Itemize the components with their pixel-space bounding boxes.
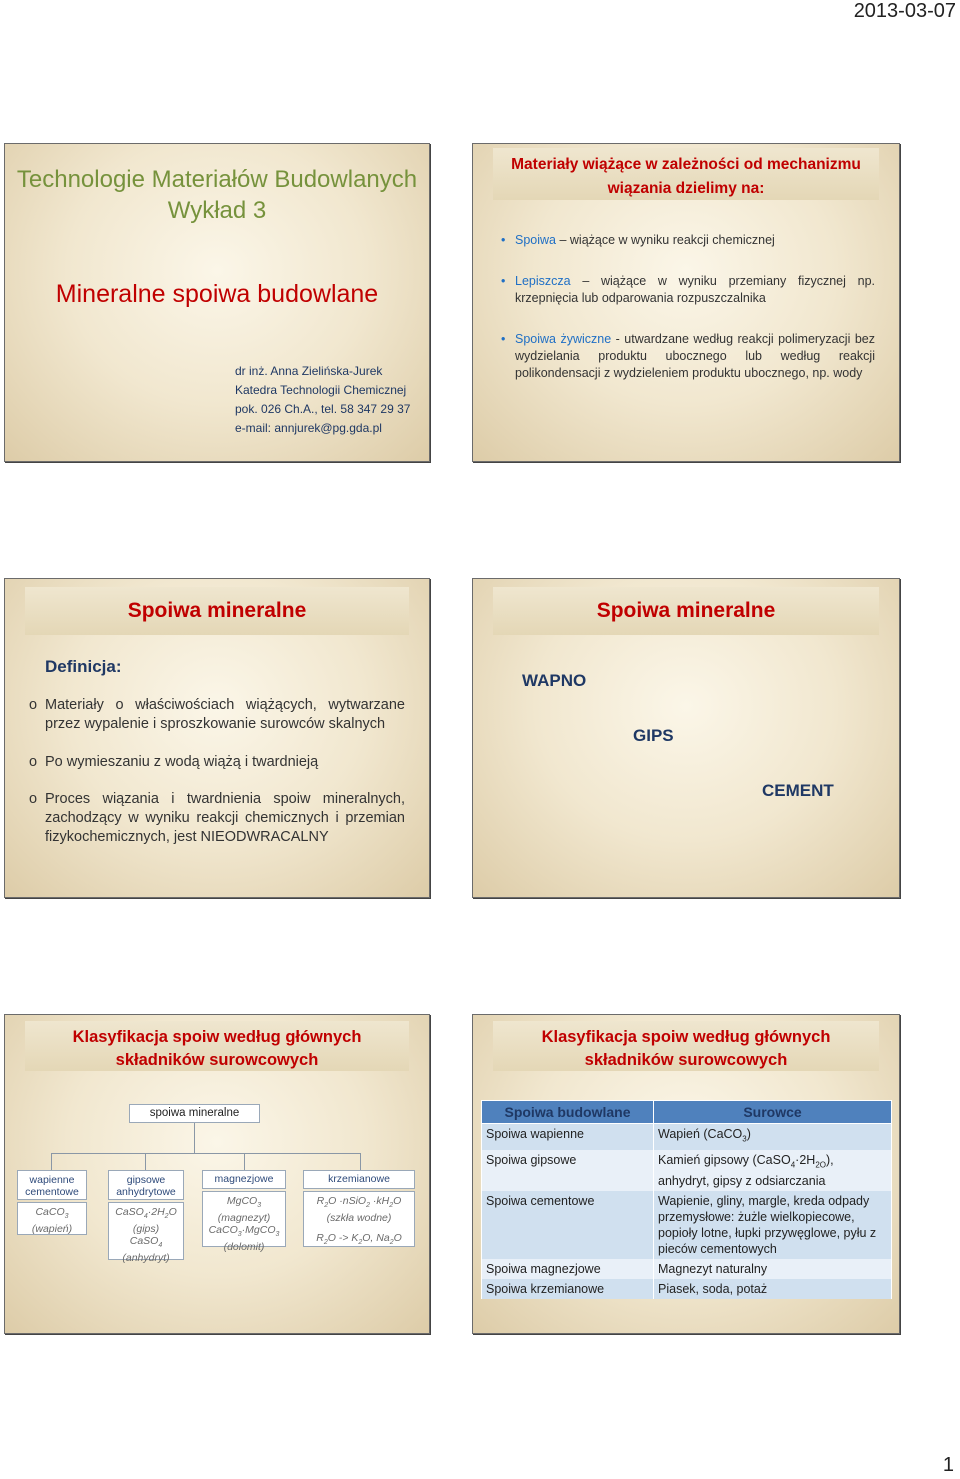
label-gips: GIPS bbox=[633, 726, 674, 745]
slide-title-line1: Klasyfikacja spoiw według głównych bbox=[72, 1028, 362, 1046]
bullet-text: - utwardzane według reakcji polimeryzacji bez wydzielania produktu ubocznego lub według reakcji polikondensacji z wydzieleniem produktu ubocznego, np. wody bbox=[515, 332, 875, 380]
table-cell: Spoiwa wapienne bbox=[482, 1124, 654, 1150]
author-name: dr inż. Anna Zielińska-Jurek bbox=[235, 364, 383, 378]
connector-c4 bbox=[360, 1153, 361, 1170]
diagram-head-wapienne: wapienne cementowe bbox=[17, 1170, 87, 1200]
bullet-spoiwa bbox=[515, 232, 875, 249]
course-title bbox=[5, 164, 429, 226]
table-row bbox=[482, 1150, 892, 1192]
diagram-head-gipsowe: gipsowe anhydrytowe bbox=[108, 1170, 184, 1200]
classification-table bbox=[481, 1100, 892, 1299]
bullet-lepiszcza bbox=[515, 273, 875, 307]
table-header-raw-materials: Surowce bbox=[654, 1101, 892, 1124]
table-row bbox=[482, 1124, 892, 1150]
slide-title bbox=[493, 153, 879, 201]
slide-binding-mechanism bbox=[472, 143, 900, 462]
definition-label: Definicja: bbox=[45, 657, 122, 676]
label-wapno: WAPNO bbox=[522, 671, 587, 690]
diagram-detail-magnezjowe: MgCO$_3$ (magnezyt) CaCO$_3$·MgCO$_3$ (dolomit) bbox=[202, 1191, 286, 1247]
connector-c3 bbox=[244, 1153, 245, 1170]
author-email: e-mail: annjurek@pg.gda.pl bbox=[235, 421, 382, 435]
table-cell: Kamień gipsowy $(CaSO_4\cdot 2H_{2O})$, anhydryt, gipsy z odsiarczania bbox=[654, 1150, 892, 1192]
author-department: Katedra Technologii Chemicznej bbox=[235, 383, 407, 397]
bullet-text: – wiążące w wyniku reakcji chemicznej bbox=[556, 233, 775, 247]
connector-horizontal bbox=[51, 1153, 360, 1154]
page-number: 1 bbox=[942, 1454, 954, 1476]
print-date: 2013-03-07 bbox=[853, 0, 956, 22]
definition-item-1: o Materiały o właściwościach wiążących, wytwarzane przez wypalenie i sproszkowanie surowców skalnych bbox=[45, 696, 405, 734]
table-cell: Wapienie, gliny, margle, kreda odpady przemysłowe: żużle wielkopiecowe, popioły lotne, łupki przywęglowe, pyłu z pieców cementowych bbox=[654, 1191, 892, 1259]
slide-title: Spoiwa mineralne bbox=[596, 599, 776, 622]
slide-title-line2: składników surowcowych bbox=[584, 1051, 788, 1069]
table-cell: Spoiwa gipsowe bbox=[482, 1150, 654, 1192]
diagram-detail-wapienne: CaCO$_3$ (wapień) bbox=[17, 1202, 87, 1235]
author-office: pok. 026 Ch.A., tel. 58 347 29 37 bbox=[235, 402, 411, 416]
slide-binder-types bbox=[472, 578, 900, 898]
table-cell: Spoiwa krzemianowe bbox=[482, 1279, 654, 1299]
label-cement: CEMENT bbox=[762, 781, 834, 800]
course-title-line1: Technologie Materiałów Budowlanych bbox=[16, 166, 418, 193]
table-cell: Spoiwa cementowe bbox=[482, 1191, 654, 1259]
diagram-head-krzemianowe: krzemianowe bbox=[303, 1170, 415, 1189]
slide-definition bbox=[4, 578, 430, 898]
slide-title bbox=[25, 1026, 409, 1072]
bullet-spoiwa-zywiczne bbox=[515, 331, 875, 382]
slide-title bbox=[493, 1026, 879, 1072]
diagram-head-magnezjowe: magnezjowe bbox=[202, 1170, 286, 1189]
table-cell: Wapień (CaCO$_3$) bbox=[654, 1124, 892, 1150]
bullet-term: Spoiwa bbox=[515, 233, 556, 247]
slide-title-line1: Klasyfikacja spoiw według głównych bbox=[541, 1028, 831, 1046]
table-cell: Spoiwa magnezjowe bbox=[482, 1259, 654, 1279]
diagram-detail-krzemianowe: $R_2O$ ·nSiO$_2$ $\cdot kH_2O$ (szkła wodne) $R_2O -> K_2O$, $Na_2O$ bbox=[303, 1191, 415, 1247]
bullet-term: Lepiszcza bbox=[515, 274, 571, 288]
table-cell: Piasek, soda, potaż bbox=[654, 1279, 892, 1299]
course-title-line2: Wykład 3 bbox=[167, 197, 267, 224]
lecture-subtitle: Mineralne spoiwa budowlane bbox=[55, 280, 379, 308]
connector-c2 bbox=[145, 1153, 146, 1170]
bullet-text: – wiążące w wyniku przemiany fizycznej np. krzepnięcia lub odparowania rozpuszczalnika bbox=[515, 274, 875, 305]
slide-title-line2: wiązania dzielimy na: bbox=[607, 180, 765, 197]
bullet-term: Spoiwa żywiczne bbox=[515, 332, 612, 346]
table-row bbox=[482, 1191, 892, 1259]
diagram-detail-gipsowe: $CaSO_4\cdot 2H_2O$ (gips) CaSO$_4$ (anhydryt) bbox=[108, 1202, 184, 1260]
table-row bbox=[482, 1259, 892, 1279]
author-block bbox=[235, 362, 410, 438]
slide-classification-diagram bbox=[4, 1014, 430, 1334]
connector-c1 bbox=[51, 1153, 52, 1170]
table-header-row bbox=[482, 1101, 892, 1124]
table-row bbox=[482, 1279, 892, 1299]
connector-root bbox=[194, 1123, 195, 1153]
table-header-binders: Spoiwa budowlane bbox=[482, 1101, 654, 1124]
slide-title-line2: składników surowcowych bbox=[115, 1051, 319, 1069]
diagram-root: spoiwa mineralne bbox=[129, 1104, 260, 1123]
slide-title bbox=[4, 143, 430, 462]
slide-classification-table bbox=[472, 1014, 900, 1334]
slide-title-line1: Materiały wiążące w zależności od mechanizmu bbox=[511, 156, 861, 173]
table-cell: Magnezyt naturalny bbox=[654, 1259, 892, 1279]
definition-item-3: o Proces wiązania i twardnienia spoiw mineralnych, zachodzący w wyniku reakcji chemicznych i przemian fizykochemicznych, jest NIEODWRACALNY bbox=[45, 790, 405, 847]
slide-title: Spoiwa mineralne bbox=[127, 599, 307, 622]
definition-item-2: o Po wymieszaniu z wodą wiążą i twardnieją bbox=[45, 753, 405, 772]
